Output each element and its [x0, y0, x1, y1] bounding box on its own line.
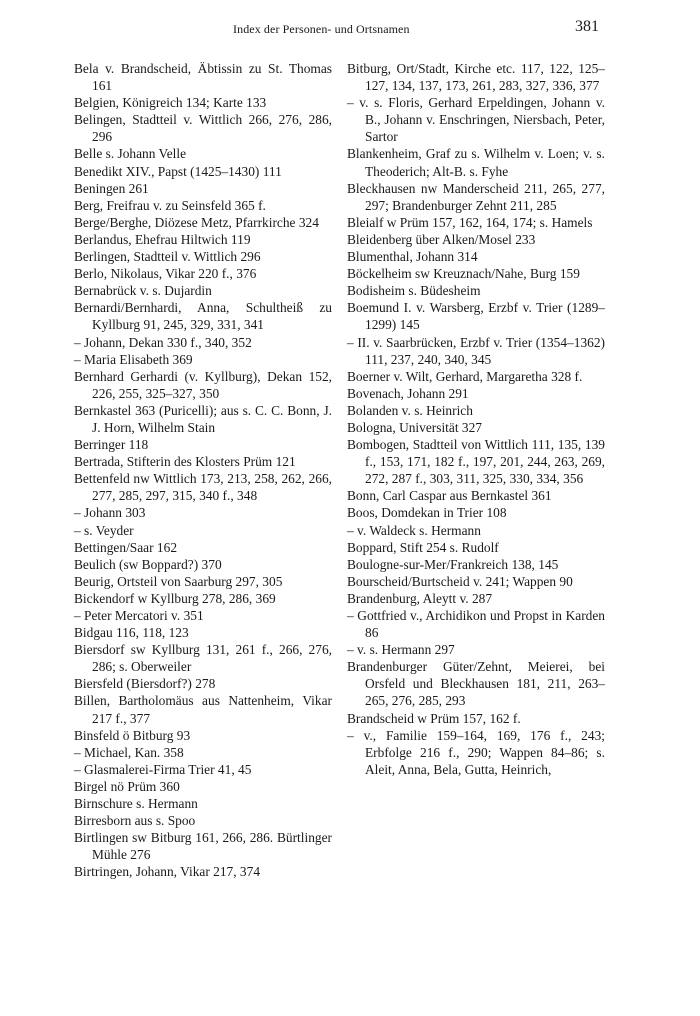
index-entry: Blankenheim, Graf zu s. Wilhelm v. Loen; v. s. Theoderich; Alt-B. s. Fyhe: [347, 146, 605, 179]
index-entry: Belle s. Johann Velle: [74, 146, 187, 162]
index-entry: Brandenburg, Aleytt v. 287: [347, 590, 493, 606]
index-entry: Bernhard Gerhardi (v. Kyllburg), Dekan 152, 226, 255, 325–327, 350: [74, 368, 332, 401]
index-entry: Boerner v. Wilt, Gerhard, Margaretha 328 f.: [347, 368, 583, 384]
index-entry: Bernardi/Bernhardi, Anna, Schultheiß zu Kyllburg 91, 245, 329, 331, 341: [74, 300, 332, 333]
index-entry: – Glasmalerei-Firma Trier 41, 45: [74, 761, 252, 777]
index-entry: Bernkastel 363 (Puricelli); aus s. C. C. Bonn, J. J. Horn, Wilhelm Stain: [74, 402, 332, 435]
index-entry: Berge/Berghe, Diözese Metz, Pfarrkirche 324: [74, 214, 319, 230]
index-entry: – s. Veyder: [74, 522, 134, 538]
index-entry: – II. v. Saarbrücken, Erzbf v. Trier (1354–1362) 111, 237, 240, 340, 345: [347, 334, 605, 367]
index-entry: – Maria Elisabeth 369: [74, 351, 193, 367]
index-entry: Bettingen/Saar 162: [74, 539, 178, 555]
index-entry: – Johann 303: [74, 505, 146, 521]
index-entry: Bleialf w Prüm 157, 162, 164, 174; s. Hamels: [347, 214, 593, 230]
index-column-left: [74, 60, 332, 881]
index-entry: – Johann, Dekan 330 f., 340, 352: [74, 334, 252, 350]
index-entry: Benedikt XIV., Papst (1425–1430) 111: [74, 163, 282, 179]
index-entry: Boos, Domdekan in Trier 108: [347, 505, 507, 521]
index-entry: Bodisheim s. Büdesheim: [347, 283, 481, 299]
index-entry: Belgien, Königreich 134; Karte 133: [74, 95, 267, 111]
index-entry: – v. s. Floris, Gerhard Erpeldingen, Johann v. B., Johann v. Enschringen, Niersbach, Peter, Sartor: [347, 95, 605, 145]
index-entry: Billen, Bartholomäus aus Nattenheim, Vikar 217 f., 377: [74, 693, 332, 726]
index-entry: Beulich (sw Boppard?) 370: [74, 556, 222, 572]
index-entry: Biersfeld (Biersdorf?) 278: [74, 676, 216, 692]
index-entry: Bertrada, Stifterin des Klosters Prüm 121: [74, 454, 296, 470]
index-entry: Bidgau 116, 118, 123: [74, 625, 189, 641]
index-entry: Binsfeld ö Bitburg 93: [74, 727, 191, 743]
index-entry: Bernabrück v. s. Dujardin: [74, 283, 212, 299]
index-entry: – Peter Mercatori v. 351: [74, 608, 204, 623]
index-entry: Brandenburger Güter/Zehnt, Meierei, bei Orsfeld und Bleckhausen 181, 211, 263–265, 276, 285, 293: [347, 659, 605, 709]
index-entry: Berringer 118: [74, 437, 149, 453]
index-entry: Bolanden v. s. Heinrich: [347, 402, 473, 418]
index-entry: Birresborn aus s. Spoo: [74, 813, 196, 829]
index-entry: – v., Familie 159–164, 169, 176 f., 243; Erbfolge 216 f., 290; Wappen 84–86; s. Aleit, Anna, Bela, Gutta, Heinrich,: [347, 727, 605, 777]
index-entry: Birtringen, Johann, Vikar 217, 374: [74, 864, 261, 880]
index-entry: Biersdorf sw Kyllburg 131, 261 f., 266, 276, 286; s. Oberweiler: [74, 642, 332, 675]
index-entry: Birtlingen sw Bitburg 161, 266, 286. Bürtlinger Mühle 276: [74, 830, 332, 863]
index-entry: Bettenfeld nw Wittlich 173, 213, 258, 262, 266, 277, 285, 297, 315, 340 f., 348: [74, 471, 332, 504]
index-entry: Berlo, Nikolaus, Vikar 220 f., 376: [74, 266, 257, 282]
index-column-right: [347, 60, 605, 778]
index-entry: – Gottfried v., Archidikon und Propst in Karden 86: [347, 608, 605, 641]
index-entry: Bitburg, Ort/Stadt, Kirche etc. 117, 122, 125–127, 134, 137, 173, 261, 283, 327, 336, 377: [347, 61, 605, 94]
index-entry: Birgel nö Prüm 360: [74, 778, 180, 794]
index-entry: Bela v. Brandscheid, Äbtissin zu St. Thomas 161: [74, 61, 332, 94]
index-entry: – v. s. Hermann 297: [347, 642, 455, 658]
index-entry: Boemund I. v. Warsberg, Erzbf v. Trier (1289–1299) 145: [347, 300, 605, 333]
index-entry: – v. Waldeck s. Hermann: [347, 522, 481, 538]
index-entry: Bombogen, Stadtteil von Wittlich 111, 135, 139 f., 153, 171, 182 f., 197, 201, 244, 263, 269, 272, 287 f., 303, 311, 325, 330, 334, 356: [347, 437, 605, 487]
index-entry: Berlingen, Stadtteil v. Wittlich 296: [74, 249, 261, 265]
index-entry: Berg, Freifrau v. zu Seinsfeld 365 f.: [74, 197, 266, 213]
index-entry: Bologna, Universität 327: [347, 419, 483, 435]
index-entry: Beningen 261: [74, 180, 149, 196]
index-entry: Bleckhausen nw Manderscheid 211, 265, 277, 297; Brandenburger Zehnt 211, 285: [347, 180, 605, 213]
page-header: [0, 18, 700, 46]
index-entry: Böckelheim sw Kreuznach/Nahe, Burg 159: [347, 266, 580, 282]
index-entry: – Michael, Kan. 358: [74, 744, 184, 760]
index-entry: Brandscheid w Prüm 157, 162 f.: [347, 710, 521, 726]
index-entry: Boppard, Stift 254 s. Rudolf: [347, 539, 499, 555]
page-number: 381: [575, 18, 599, 35]
index-entry: Beurig, Ortsteil von Saarburg 297, 305: [74, 573, 283, 589]
index-entry: Belingen, Stadtteil v. Wittlich 266, 276, 286, 296: [74, 112, 332, 145]
running-header-title: Index der Personen- und Ortsnamen: [233, 22, 410, 36]
index-entry: Bovenach, Johann 291: [347, 385, 469, 401]
index-entry: Bourscheid/Burtscheid v. 241; Wappen 90: [347, 573, 573, 589]
index-entry: Birnschure s. Hermann: [74, 796, 198, 812]
index-entry: Blumenthal, Johann 314: [347, 249, 478, 265]
index-entry: Bickendorf w Kyllburg 278, 286, 369: [74, 590, 276, 606]
index-entry: Berlandus, Ehefrau Hiltwich 119: [74, 231, 251, 247]
index-entry: Bonn, Carl Caspar aus Bernkastel 361: [347, 488, 552, 504]
index-entry: Boulogne-sur-Mer/Frankreich 138, 145: [347, 556, 559, 572]
index-entry: Bleidenberg über Alken/Mosel 233: [347, 231, 536, 247]
